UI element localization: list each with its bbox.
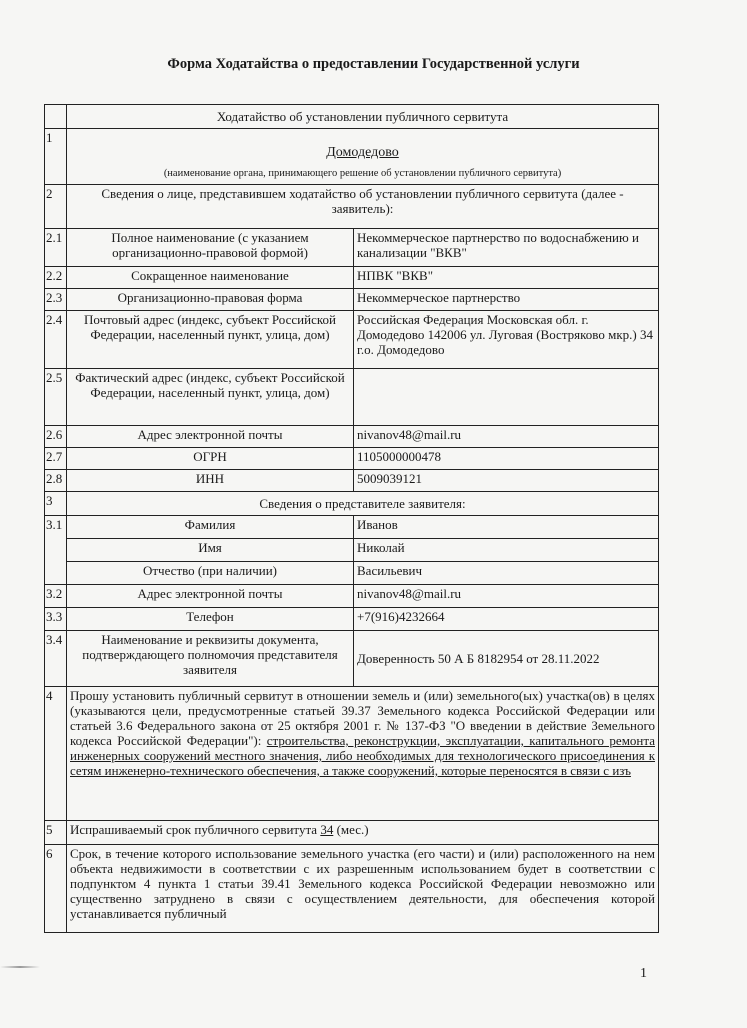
- row-patronymic: [45, 562, 659, 585]
- field-value: Некоммерческое партнерство по водоснабжению и канализации "ВКВ": [354, 229, 659, 267]
- row-number: 2.8: [45, 470, 67, 492]
- row-organ: [45, 129, 659, 185]
- field-label: Почтовый адрес (индекс, субъект Российской Федерации, населенный пункт, улица, дом): [67, 311, 354, 369]
- row-number: 2.2: [45, 267, 67, 289]
- row-ogrn: [45, 448, 659, 470]
- restriction-period-text: Срок, в течение которого использование земельного участка (его части) и (или) расположенного на нем объекта недвижимости в соответствии с их разрешенным использованием будет в соответствии с подпунктом 4 пункта 1 статьи 39.41 Земельного кодекса Российской Федерации невозможно или существенно затруднено в связи с осуществлением деятельности, для обеспечения которой устанавливается публичный: [67, 845, 659, 933]
- form-header-row: [45, 105, 659, 129]
- row-number: 2.6: [45, 426, 67, 448]
- row-number: 3.1: [45, 516, 67, 585]
- field-value: nivanov48@mail.ru: [354, 426, 659, 448]
- row-actual-address: [45, 369, 659, 426]
- row-inn: [45, 470, 659, 492]
- row-surname: [45, 516, 659, 539]
- row-postal-address: [45, 311, 659, 369]
- row-number: 4: [45, 687, 67, 821]
- row-email: [45, 426, 659, 448]
- organ-note: (наименование органа, принимающего решение об установлении публичного сервитута): [163, 168, 562, 179]
- field-value: Иванов: [354, 516, 659, 539]
- row-number: 2.3: [45, 289, 67, 311]
- form-header: Ходатайство об установлении публичного сервитута: [67, 105, 659, 129]
- row-restriction-period: [45, 845, 659, 933]
- term-value: 34: [320, 822, 334, 837]
- field-label: Организационно-правовая форма: [67, 289, 354, 311]
- organ-name: Домодедово: [326, 145, 399, 160]
- row-applicant-heading: [45, 185, 659, 229]
- page-title: Форма Ходатайства о предоставлении Государственной услуги: [167, 56, 580, 72]
- row-number: 3.3: [45, 608, 67, 631]
- petition-form-table: [44, 104, 659, 933]
- row-short-name: [45, 267, 659, 289]
- field-value: nivanov48@mail.ru: [354, 585, 659, 608]
- field-value: Некоммерческое партнерство: [354, 289, 659, 311]
- field-value: +7(916)4232664: [354, 608, 659, 631]
- representative-heading: Сведения о представителе заявителя:: [67, 492, 659, 516]
- row-number: 1: [45, 129, 67, 185]
- field-label: Адрес электронной почты: [67, 426, 354, 448]
- row-number: 3.2: [45, 585, 67, 608]
- request-purpose-text: [67, 687, 659, 821]
- row-number: 2.7: [45, 448, 67, 470]
- page-number: 1: [640, 966, 647, 981]
- row-number: 2: [45, 185, 67, 229]
- field-value: Васильевич: [354, 562, 659, 585]
- field-label: Адрес электронной почты: [67, 585, 354, 608]
- row-full-name: [45, 229, 659, 267]
- field-label: ОГРН: [67, 448, 354, 470]
- term-prefix: Испрашиваемый срок публичного сервитута: [70, 822, 321, 837]
- row-representative-heading: [45, 492, 659, 516]
- scan-artifact: [0, 966, 40, 968]
- row-number: 3.4: [45, 631, 67, 687]
- field-value: 5009039121: [354, 470, 659, 492]
- field-value: Николай: [354, 539, 659, 562]
- field-value: НПВК "ВКВ": [354, 267, 659, 289]
- purpose-underlined: строительства, реконструкции, эксплуатации, капитального ремонта инженерных сооружений местного значения, либо необходимых для технологического присоединения к сетям инженерно-технического обеспечения, а также сооружений, которые переносятся в связи с изъ: [70, 733, 656, 778]
- row-request-purpose: [45, 687, 659, 821]
- applicant-heading: Сведения о лице, представившем ходатайство об установлении публичного сервитута (далее - заявитель):: [67, 185, 659, 229]
- field-label: Фамилия: [67, 516, 354, 539]
- field-label: Наименование и реквизиты документа, подтверждающего полномочия представителя заявителя: [67, 631, 354, 687]
- field-value: 1105000000478: [354, 448, 659, 470]
- field-label: Сокращенное наименование: [67, 267, 354, 289]
- row-term: [45, 821, 659, 845]
- row-number: 5: [45, 821, 67, 845]
- field-label: ИНН: [67, 470, 354, 492]
- row-first-name: [45, 539, 659, 562]
- term-text: [67, 821, 659, 845]
- row-number: 2.5: [45, 369, 67, 426]
- field-value: Доверенность 50 А Б 8182954 от 28.11.2022: [354, 631, 659, 687]
- header-num-cell: [45, 105, 67, 129]
- field-label: Отчество (при наличии): [67, 562, 354, 585]
- row-legal-form: [45, 289, 659, 311]
- field-value: [354, 369, 659, 426]
- row-number: 6: [45, 845, 67, 933]
- row-number: 2.1: [45, 229, 67, 267]
- field-value: Российская Федерация Московская обл. г. Домодедово 142006 ул. Луговая (Востряково мкр.) 34 г.о. Домодедово: [354, 311, 659, 369]
- row-authority-document: [45, 631, 659, 687]
- row-number: 2.4: [45, 311, 67, 369]
- row-number: 3: [45, 492, 67, 516]
- field-label: Имя: [67, 539, 354, 562]
- field-label: Полное наименование (с указанием организационно-правовой формой): [67, 229, 354, 267]
- field-label: Телефон: [67, 608, 354, 631]
- purpose-intro: Прошу установить публичный сервитут в отношении земель и (или) земельного(ых) участка(ов) в целях (указываются цели, предусмотренные статьей 39.37 Земельного кодекса Российской Федерации или статьей 3.6 Федерального закона от 25 октября 2001 г. № 137-ФЗ "О введении в действие Земельного кодекса Российской Федерации"):: [70, 688, 656, 748]
- row-phone: [45, 608, 659, 631]
- organ-cell: [67, 129, 659, 185]
- term-suffix: (мес.): [333, 822, 369, 837]
- field-label: Фактический адрес (индекс, субъект Российской Федерации, населенный пункт, улица, дом): [67, 369, 354, 426]
- row-rep-email: [45, 585, 659, 608]
